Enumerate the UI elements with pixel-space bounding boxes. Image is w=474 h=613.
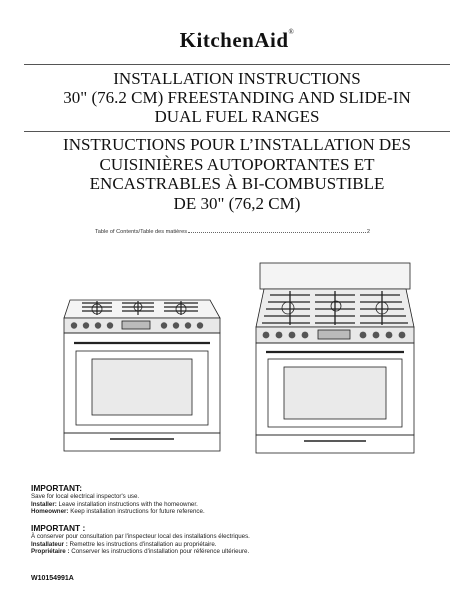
important-heading-en: IMPORTANT: [31, 483, 83, 493]
installer-text-en: Leave installation instructions with the homeowner. [56, 500, 198, 508]
title-english [0, 69, 474, 126]
installer-label-fr: Installateur : [31, 540, 68, 548]
important-fr-line-1: À conserver pour consultation par l'inspecteur local des installations électriques. [31, 533, 250, 540]
homeowner-label-en: Homeowner: [31, 508, 69, 516]
range-illustrations [60, 255, 420, 460]
important-fr-line-2 [31, 541, 451, 549]
brand-name: KitchenAid [179, 28, 289, 52]
important-en-line-1: Save for local electrical inspector's use. [31, 493, 140, 500]
toc-label: Table of Contents/Table des matières [95, 229, 188, 235]
slide-in-range-drawing [64, 300, 220, 451]
title-en-line-3: DUAL FUEL RANGES [154, 107, 320, 126]
brand-logo [0, 28, 474, 53]
table-of-contents-entry[interactable] [95, 229, 370, 235]
title-fr-line-4: DE 30" (76,2 CM) [173, 193, 301, 213]
important-heading-fr: IMPORTANT : [31, 523, 86, 533]
important-en-line-2 [31, 501, 451, 509]
freestanding-range-drawing [256, 263, 414, 453]
registered-mark: ® [288, 28, 295, 36]
title-fr-line-1: INSTRUCTIONS POUR L’INSTALLATION DES [63, 135, 411, 154]
middle-divider [24, 131, 450, 132]
title-french [0, 135, 474, 213]
toc-page-number: 2 [366, 229, 370, 235]
title-fr-line-3: ENCASTRABLES À BI-COMBUSTIBLE [89, 174, 385, 193]
title-fr-line-2: CUISINIÈRES AUTOPORTANTES ET [99, 154, 375, 174]
title-en-line-1: INSTALLATION INSTRUCTIONS [113, 69, 361, 88]
installer-label-en: Installer: [31, 500, 57, 508]
owner-label-fr: Propriétaire : [31, 548, 70, 556]
important-notice-english [31, 483, 451, 516]
toc-leader-dots [188, 229, 366, 233]
important-notice-french [31, 523, 451, 556]
owner-text-fr: Conserver les instructions d'installation pour référence ultérieure. [69, 548, 250, 556]
top-divider [24, 64, 450, 65]
important-en-line-3 [31, 508, 451, 516]
installer-text-fr: Remettre les instructions d'installation au propriétaire. [67, 540, 217, 548]
important-fr-line-3 [31, 548, 451, 556]
homeowner-text-en: Keep installation instructions for future reference. [68, 508, 205, 516]
title-en-line-2: 30" (76.2 CM) FREESTANDING AND SLIDE-IN [63, 88, 411, 107]
document-number: W10154991A [31, 575, 74, 582]
